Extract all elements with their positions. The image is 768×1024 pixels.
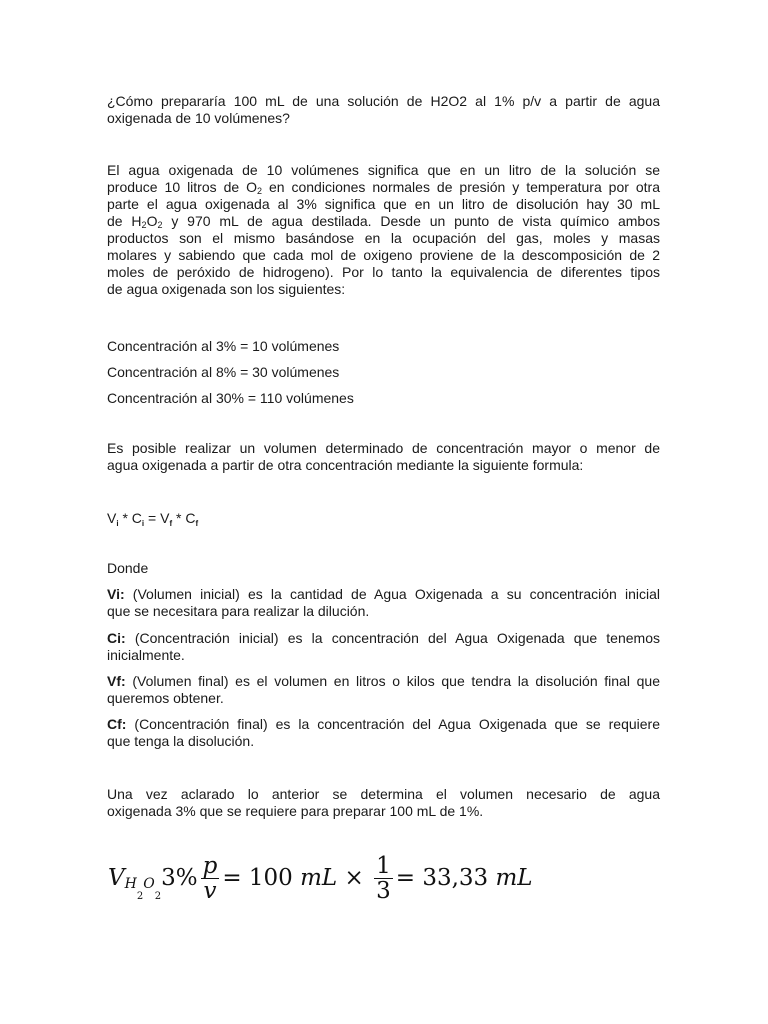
conclusion-paragraph bbox=[107, 786, 660, 820]
question-paragraph bbox=[107, 93, 660, 127]
explanation-paragraph bbox=[107, 162, 660, 298]
explanation-line-6: molares y sabiendo que cada mol de oxigeno proviene de la descomposición de 2 bbox=[107, 247, 660, 263]
possible-line-1: Es posible realizar un volumen determinado de concentración mayor o menor de bbox=[107, 440, 660, 456]
explanation-line-7: moles de peróxido de hidrogeno). Por lo tanto la equivalencia de diferentes tipos bbox=[107, 264, 660, 280]
explanation-line-1: El agua oxigenada de 10 volúmenes significa que en un litro de la solución se bbox=[107, 162, 660, 178]
explanation-line-4a: de H bbox=[107, 213, 142, 229]
formula-part: * C bbox=[172, 510, 196, 526]
definition-text: (Volumen inicial) es la cantidad de Agua Oxigenada a su concentración inicial bbox=[124, 586, 660, 602]
definition-line-2: que se necesitara para realizar la dilución. bbox=[107, 603, 370, 619]
eq-numerator: p bbox=[202, 852, 218, 879]
eq-sub-2: 2 bbox=[154, 891, 162, 902]
eq-o: O bbox=[143, 876, 155, 892]
eq-equals-result: = 33,33 bbox=[395, 864, 496, 891]
definition-line-1 bbox=[107, 630, 660, 647]
eq-unit: mL bbox=[300, 864, 338, 891]
explanation-line-4 bbox=[107, 213, 660, 230]
definition-line-2: queremos obtener. bbox=[107, 690, 224, 706]
definition-term: Vf: bbox=[107, 673, 126, 689]
question-line-2: oxigenada de 10 volúmenes? bbox=[107, 110, 290, 126]
definition-cf bbox=[107, 716, 660, 750]
eq-sub-2: 2 bbox=[136, 891, 144, 902]
possible-paragraph bbox=[107, 440, 660, 474]
dilution-formula bbox=[107, 510, 198, 527]
explanation-line-3: parte el agua oxigenada al 3% significa que en un litro de disolución hay 30 mL bbox=[107, 196, 660, 212]
eq-h: H bbox=[124, 876, 137, 892]
eq-denominator: v bbox=[203, 877, 217, 904]
concentration-item: Concentración al 30% = 110 volúmenes bbox=[107, 390, 354, 406]
conclusion-line-2: oxigenada 3% que se requiere para preparar 100 mL de 1%. bbox=[107, 803, 484, 819]
formula-sub-i: i bbox=[141, 519, 145, 528]
definition-ci bbox=[107, 630, 660, 664]
o2-subscript-2: 2 bbox=[157, 220, 163, 230]
formula-sub-i: i bbox=[116, 519, 119, 528]
definition-vi bbox=[107, 586, 660, 620]
conclusion-line-1: Una vez aclarado lo anterior se determina el volumen necesario de agua bbox=[107, 786, 660, 802]
explanation-line-4c: y 970 mL de agua destilada. Desde un punto de vista químico ambos bbox=[162, 213, 660, 229]
eq-fraction-pv bbox=[201, 854, 220, 903]
eq-fraction-third bbox=[374, 854, 393, 903]
eq-v: V bbox=[108, 864, 125, 891]
explanation-line-2a: produce 10 litros de O bbox=[107, 179, 257, 195]
explanation-line-2b: en condiciones normales de presión y temperatura por otra bbox=[262, 179, 660, 195]
eq-equals-100: = 100 bbox=[222, 864, 301, 891]
definition-line-1 bbox=[107, 673, 660, 690]
eq-subscript bbox=[124, 876, 162, 902]
explanation-line-2 bbox=[107, 179, 660, 196]
definition-line-2: inicialmente. bbox=[107, 647, 185, 663]
explanation-line-5: productos son el mismo basándose en la ocupación del gas, moles y masas bbox=[107, 230, 660, 246]
question-line-1: ¿Cómo prepararía 100 mL de una solución de H2O2 al 1% p/v a partir de agua bbox=[107, 93, 660, 109]
explanation-line-4b: O bbox=[146, 213, 158, 229]
o2-subscript: 2 bbox=[257, 186, 263, 196]
possible-line-2: agua oxigenada a partir de otra concentración mediante la siguiente formula: bbox=[107, 457, 584, 473]
definition-text: (Concentración final) es la concentración del Agua Oxigenada que se requiere bbox=[126, 716, 660, 732]
definition-line-1 bbox=[107, 586, 660, 603]
eq-numerator: 1 bbox=[376, 852, 391, 879]
result-equation bbox=[108, 848, 533, 908]
definition-term: Cf: bbox=[107, 716, 127, 732]
concentration-item: Concentración al 3% = 10 volúmenes bbox=[107, 338, 340, 354]
donde-label: Donde bbox=[107, 560, 149, 576]
eq-unit: mL bbox=[495, 864, 533, 891]
explanation-line-8: de agua oxigenada son los siguientes: bbox=[107, 281, 346, 297]
definition-term: Vi: bbox=[107, 586, 125, 602]
formula-sub-f: f bbox=[169, 519, 173, 528]
definition-term: Ci: bbox=[107, 630, 126, 646]
formula-sub-f: f bbox=[195, 519, 199, 528]
definition-text: (Concentración inicial) es la concentración del Agua Oxigenada que tenemos bbox=[125, 630, 660, 646]
eq-times: × bbox=[337, 864, 372, 891]
definition-line-1 bbox=[107, 716, 660, 733]
h2-subscript: 2 bbox=[141, 220, 147, 230]
definition-line-2: que tenga la disolución. bbox=[107, 733, 255, 749]
definition-vf bbox=[107, 673, 660, 707]
formula-part: * C bbox=[118, 510, 142, 526]
eq-percent: 3% bbox=[161, 864, 198, 891]
concentration-item: Concentración al 8% = 30 volúmenes bbox=[107, 364, 340, 380]
formula-v: V bbox=[107, 510, 117, 526]
formula-part: = V bbox=[144, 510, 170, 526]
definition-text: (Volumen final) es el volumen en litros o kilos que tendra la disolución final que bbox=[125, 673, 660, 689]
eq-denominator: 3 bbox=[376, 877, 391, 904]
